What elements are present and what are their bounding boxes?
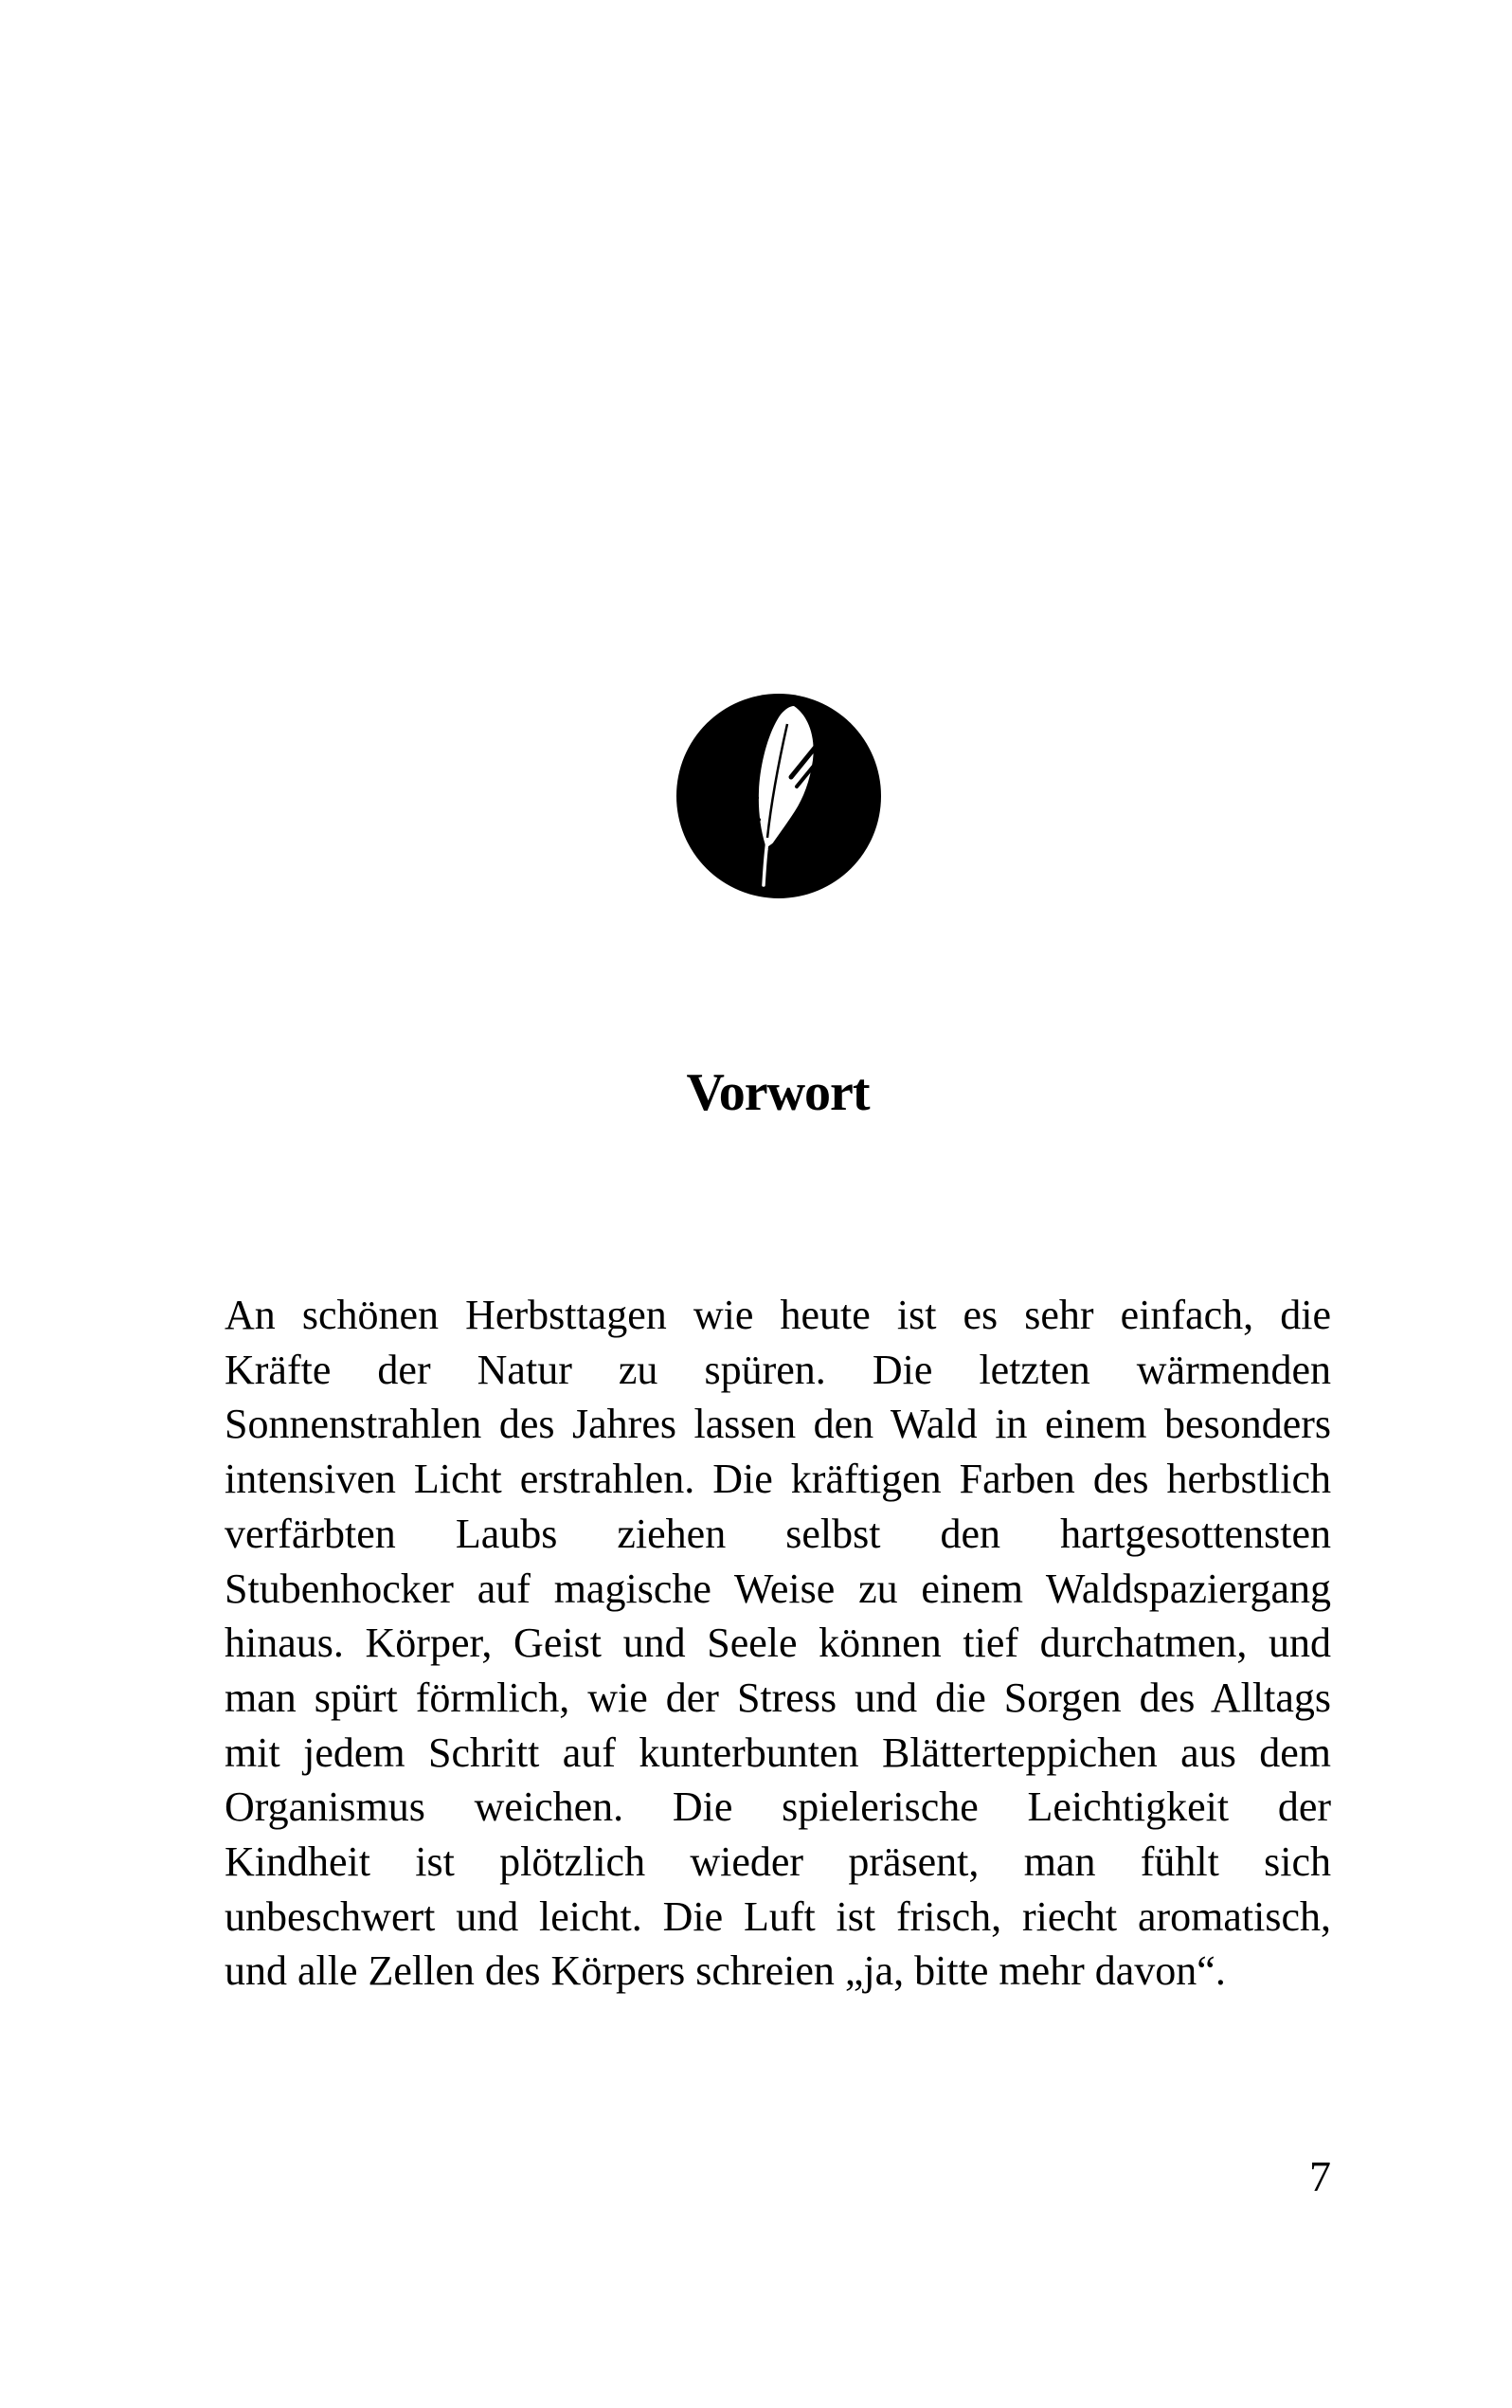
page-number: 7: [1309, 2152, 1331, 2200]
paragraph-line: An schönen Herbsttagen wie heute ist es sehr einfach, die: [225, 1292, 1331, 1338]
paragraph-line: man spürt förmlich, wie der Stress und die Sorgen des Alltags: [225, 1674, 1331, 1721]
paragraph-line: verfärbten Laubs ziehen selbst den hartgesottensten: [225, 1510, 1331, 1557]
paragraph-line: unbeschwert und leicht. Die Luft ist frisch, riecht aromatisch,: [225, 1892, 1331, 1940]
paragraph-line: Sonnenstrahlen des Jahres lassen den Wald in einem besonders: [225, 1401, 1331, 1448]
paragraph-line: mit jedem Schritt auf kunterbunten Blätterteppichen aus dem: [225, 1729, 1331, 1776]
paragraph-line: Stubenhocker auf magische Weise zu einem Waldspaziergang: [225, 1565, 1331, 1612]
feather-icon: [676, 694, 881, 898]
paragraph-line: Kindheit ist plötzlich wieder präsent, man fühlt sich: [225, 1838, 1331, 1886]
chapter-title: Vorwort: [686, 1063, 870, 1122]
chapter-paragraph: [225, 1288, 1331, 1999]
paragraph-line: Organismus weichen. Die spielerische Leichtigkeit der: [225, 1783, 1331, 1831]
chapter-ornament: [676, 694, 881, 898]
paragraph-line: intensiven Licht erstrahlen. Die kräftigen Farben des herbstlich: [225, 1456, 1331, 1503]
paragraph-line: hinaus. Körper, Geist und Seele können tief durchatmen, und: [225, 1620, 1331, 1667]
paragraph-line: und alle Zellen des Körpers schreien „ja, bitte mehr davon“.: [225, 1947, 1226, 1995]
paragraph-line: Kräfte der Natur zu spüren. Die letzten wärmenden: [225, 1346, 1331, 1393]
